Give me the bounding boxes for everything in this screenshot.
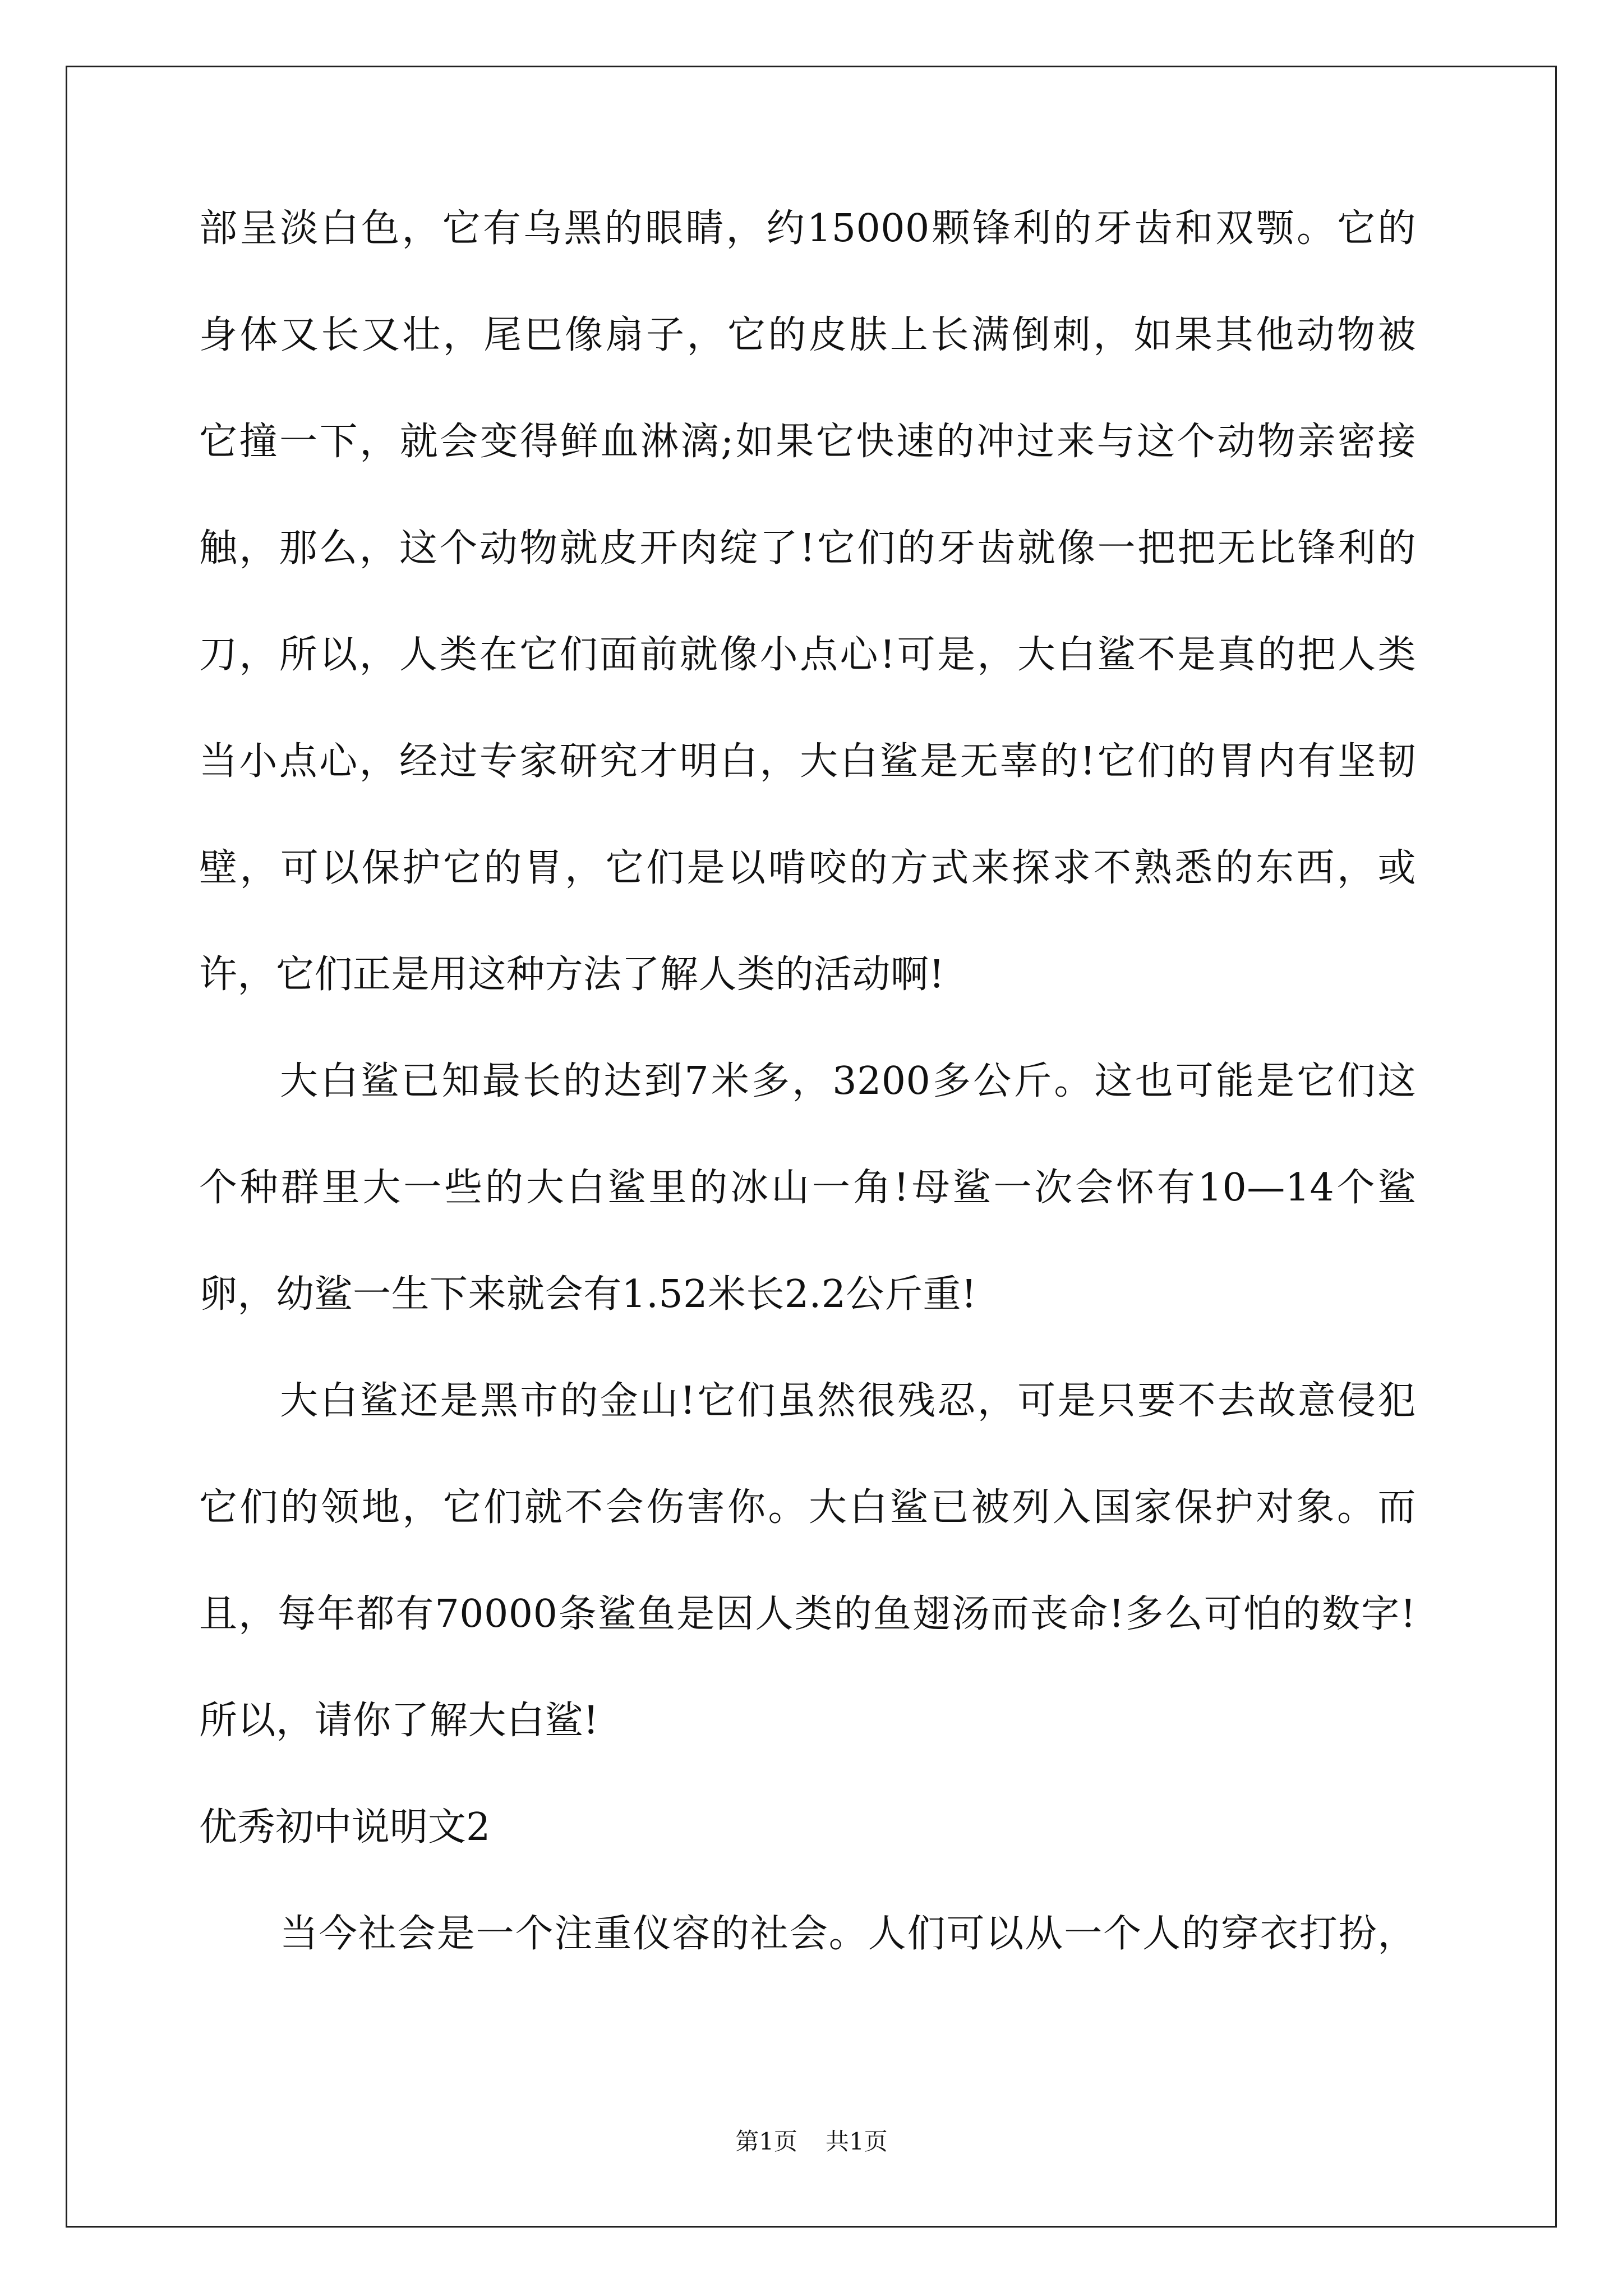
paragraph-line: 部呈淡白色，它有乌黑的眼睛，约15000颗锋利的牙齿和双颚。它的 [199,206,1416,251]
paragraph-line: 且，每年都有70000条鲨鱼是因人类的鱼翅汤而丧命!多么可怕的数字! [199,1592,1416,1636]
paragraph-line: 它撞一下，就会变得鲜血淋漓;如果它快速的冲过来与这个动物亲密接 [199,420,1416,464]
paragraph-line: 它们的领地，它们就不会伤害你。大白鲨已被列入国家保护对象。而 [199,1485,1416,1530]
section-heading: 优秀初中说明文2 [199,1805,491,1849]
page-total: 共1页 [826,2128,888,2155]
paragraph-line: 当今社会是一个注重仪容的社会。人们可以从一个人的穿衣打扮， [280,1912,1416,1956]
document-body [199,202,1416,2014]
page-number: 第1页 [735,2128,797,2155]
paragraph-line: 壁，可以保护它的胃，它们是以啃咬的方式来探求不熟悉的东西，或 [199,846,1416,890]
paragraph-line: 许，它们正是用这种方法了解人类的活动啊! [199,953,945,997]
paragraph-line: 触，那么，这个动物就皮开肉绽了!它们的牙齿就像一把把无比锋利的 [199,526,1416,570]
paragraph-line: 当小点心，经过专家研究才明白，大白鲨是无辜的!它们的胃内有坚韧 [199,739,1416,784]
paragraph-line: 大白鲨还是黑市的金山!它们虽然很残忍，可是只要不去故意侵犯 [280,1379,1416,1423]
paragraph-line: 卵，幼鲨一生下来就会有1.52米长2.2公斤重! [199,1272,977,1317]
page-footer [0,2125,1623,2159]
paragraph-line: 所以，请你了解大白鲨! [199,1699,599,1743]
paragraph-line: 大白鲨已知最长的达到7米多，3200多公斤。这也可能是它们这 [280,1059,1416,1103]
paragraph-line: 刀，所以，人类在它们面前就像小点心!可是，大白鲨不是真的把人类 [199,633,1416,677]
paragraph-line: 身体又长又壮，尾巴像扇子，它的皮肤上长满倒刺，如果其他动物被 [199,313,1416,357]
paragraph-line: 个种群里大一些的大白鲨里的冰山一角!母鲨一次会怀有10—14个鲨 [199,1166,1416,1210]
